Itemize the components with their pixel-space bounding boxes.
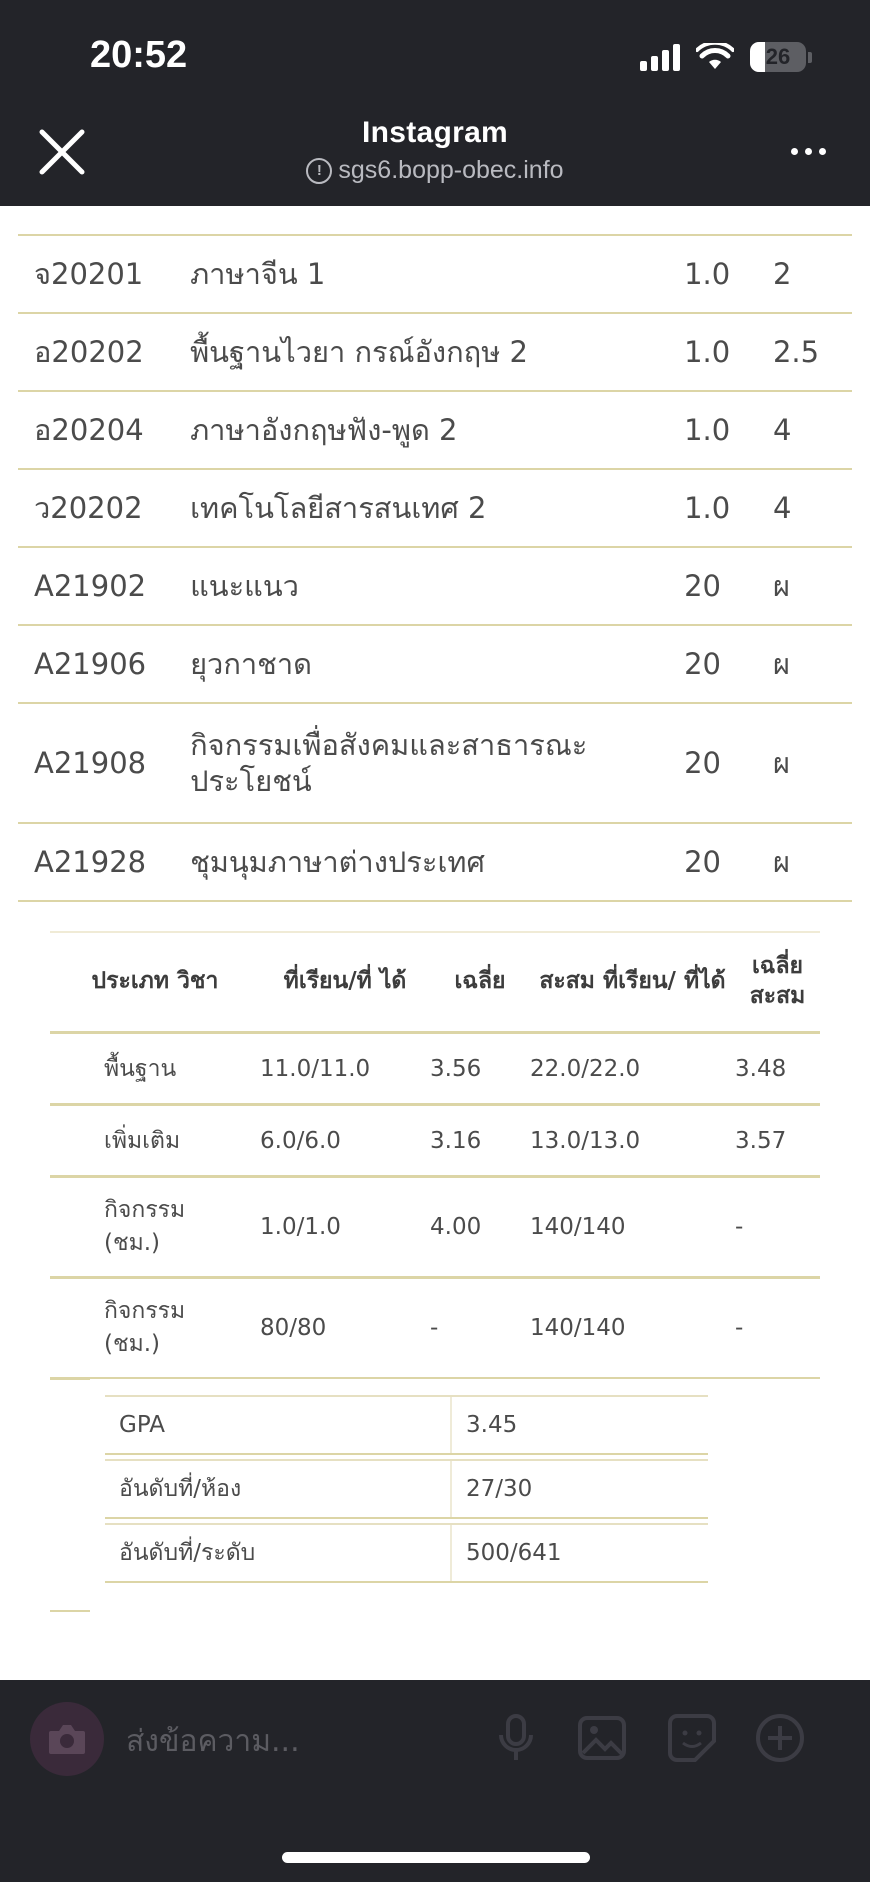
class-rank-label: อันดับที่/ห้อง: [105, 1461, 452, 1517]
course-grade: ผ: [772, 746, 790, 780]
status-time: 20:52: [90, 34, 188, 76]
sticker-button[interactable]: [664, 1710, 720, 1766]
summary-cell: -: [735, 1315, 744, 1341]
summary-cell: เพิ่มเติม: [104, 1127, 181, 1154]
summary-cell: 140/140: [530, 1214, 626, 1240]
course-row: [18, 392, 852, 470]
microphone-button[interactable]: [488, 1710, 544, 1766]
summary-cell: 3.56: [430, 1055, 482, 1082]
level-rank-row: [105, 1523, 708, 1583]
level-rank-label: อันดับที่/ระดับ: [105, 1525, 452, 1581]
more-icon: [791, 148, 798, 155]
summary-row: [50, 1034, 820, 1106]
summary-row: [50, 1106, 820, 1178]
summary-header: ที่เรียน/ที่ ได้: [283, 968, 407, 995]
course-name: ภาษาจีน 1: [190, 256, 326, 291]
battery-level: 26: [765, 44, 791, 69]
course-code: จ20201: [34, 257, 144, 291]
course-code: A21908: [34, 746, 147, 780]
summary-cell: 11.0/11.0: [260, 1055, 371, 1082]
summary-row: [50, 1279, 820, 1379]
camera-icon: [47, 1722, 87, 1756]
status-icons: [640, 40, 812, 74]
course-name: เทคโนโลยีสารสนเทศ 2: [190, 490, 487, 525]
course-row: [18, 314, 852, 392]
course-credit: 20: [684, 746, 721, 780]
summary-cell: กิจกรรม (ชม.): [104, 1196, 186, 1256]
sticker-icon: [667, 1713, 717, 1763]
class-rank-value: 27/30: [466, 1476, 533, 1502]
course-row: [18, 548, 852, 626]
course-name: แนะแนว: [190, 568, 299, 603]
summary-cell: 140/140: [530, 1315, 626, 1341]
class-rank-row: [105, 1459, 708, 1519]
browser-url[interactable]: [306, 156, 563, 185]
summary-cell: 1.0/1.0: [260, 1214, 341, 1240]
course-row: [18, 704, 852, 824]
summary-cell: 3.57: [735, 1127, 787, 1154]
gpa-ranking-table: [105, 1395, 708, 1587]
course-name: พื้นฐานไวยา กรณ์อังกฤษ 2: [190, 334, 528, 369]
microphone-icon: [496, 1713, 536, 1763]
summary-cell: -: [430, 1315, 439, 1341]
course-row: [18, 236, 852, 314]
course-credit: 20: [684, 845, 721, 879]
course-grade: 2.5: [772, 335, 820, 369]
course-row: [18, 626, 852, 704]
webpage-content: [0, 140, 870, 1680]
summary-cell: 4.00: [430, 1214, 482, 1240]
browser-title: Instagram: [361, 116, 509, 149]
course-code: A21902: [34, 569, 147, 603]
browser-title-block: [0, 116, 870, 185]
course-code: A21928: [34, 845, 147, 879]
summary-row: [50, 1178, 820, 1279]
gpa-value: 3.45: [466, 1412, 518, 1438]
course-code: ว20202: [34, 491, 143, 525]
summary-header: เฉลี่ย: [454, 968, 506, 995]
summary-header-row: [50, 933, 820, 1034]
summary-header: ประเภท วิชา: [91, 968, 219, 995]
gpa-row: [105, 1395, 708, 1455]
course-grade: 2: [772, 257, 792, 291]
course-grade: ผ: [772, 647, 790, 681]
image-icon: [577, 1715, 627, 1761]
summary-cell: -: [735, 1214, 744, 1240]
summary-cell: กิจกรรม (ชม.): [104, 1297, 186, 1357]
course-credit: 1.0: [684, 257, 731, 291]
course-credit: 20: [684, 647, 721, 681]
course-row: [18, 470, 852, 548]
more-options-button[interactable]: [791, 148, 826, 155]
course-grade: 4: [772, 413, 792, 447]
info-icon: !: [306, 158, 332, 184]
summary-header: สะสม ที่เรียน/ ที่ได้: [539, 968, 726, 995]
summary-cell: พื้นฐาน: [104, 1055, 177, 1082]
course-credit: 1.0: [684, 413, 731, 447]
battery-icon: [750, 42, 806, 72]
course-grade: ผ: [772, 845, 790, 879]
course-row: [18, 824, 852, 902]
message-input[interactable]: [124, 1710, 458, 1772]
summary-cell: 3.48: [735, 1055, 787, 1082]
course-code: A21906: [34, 647, 147, 681]
credit-summary-table: [50, 931, 820, 1379]
level-rank-value: 500/641: [466, 1540, 562, 1566]
summary-cell: 22.0/22.0: [530, 1055, 641, 1082]
cellular-signal-icon: [640, 43, 680, 71]
browser-top-bar: [0, 0, 870, 206]
summary-cell: 80/80: [260, 1315, 327, 1341]
add-button[interactable]: [752, 1710, 808, 1766]
divider: [50, 1378, 90, 1380]
course-name: ภาษาอังกฤษฟัง-พูด 2: [190, 412, 458, 447]
summary-cell: 3.16: [430, 1127, 482, 1154]
summary-header: เฉลี่ย สะสม: [749, 953, 806, 1009]
browser-url-text: sgs6.bopp-obec.info: [338, 156, 564, 184]
divider: [50, 1610, 90, 1612]
course-name: ยุวกาชาด: [190, 646, 312, 681]
gallery-button[interactable]: [574, 1710, 630, 1766]
course-grades-table: [18, 140, 852, 902]
message-composer: [0, 1680, 870, 1882]
home-indicator: [282, 1852, 590, 1863]
wifi-icon: [696, 43, 734, 71]
course-code: อ20204: [34, 413, 144, 447]
course-grade: ผ: [772, 569, 790, 603]
course-credit: 1.0: [684, 335, 731, 369]
add-icon: [754, 1712, 806, 1764]
course-credit: 1.0: [684, 491, 731, 525]
summary-cell: 13.0/13.0: [530, 1127, 641, 1154]
course-name: กิจกรรมเพื่อสังคมและสาธารณะประโยชน์: [190, 727, 588, 798]
course-name: ชุมนุมภาษาต่างประเทศ: [190, 844, 485, 879]
course-credit: 20: [684, 569, 721, 603]
summary-cell: 6.0/6.0: [260, 1127, 341, 1154]
course-code: อ20202: [34, 335, 144, 369]
course-grade: 4: [772, 491, 792, 525]
gpa-label: GPA: [105, 1397, 452, 1453]
camera-button[interactable]: [30, 1702, 104, 1776]
